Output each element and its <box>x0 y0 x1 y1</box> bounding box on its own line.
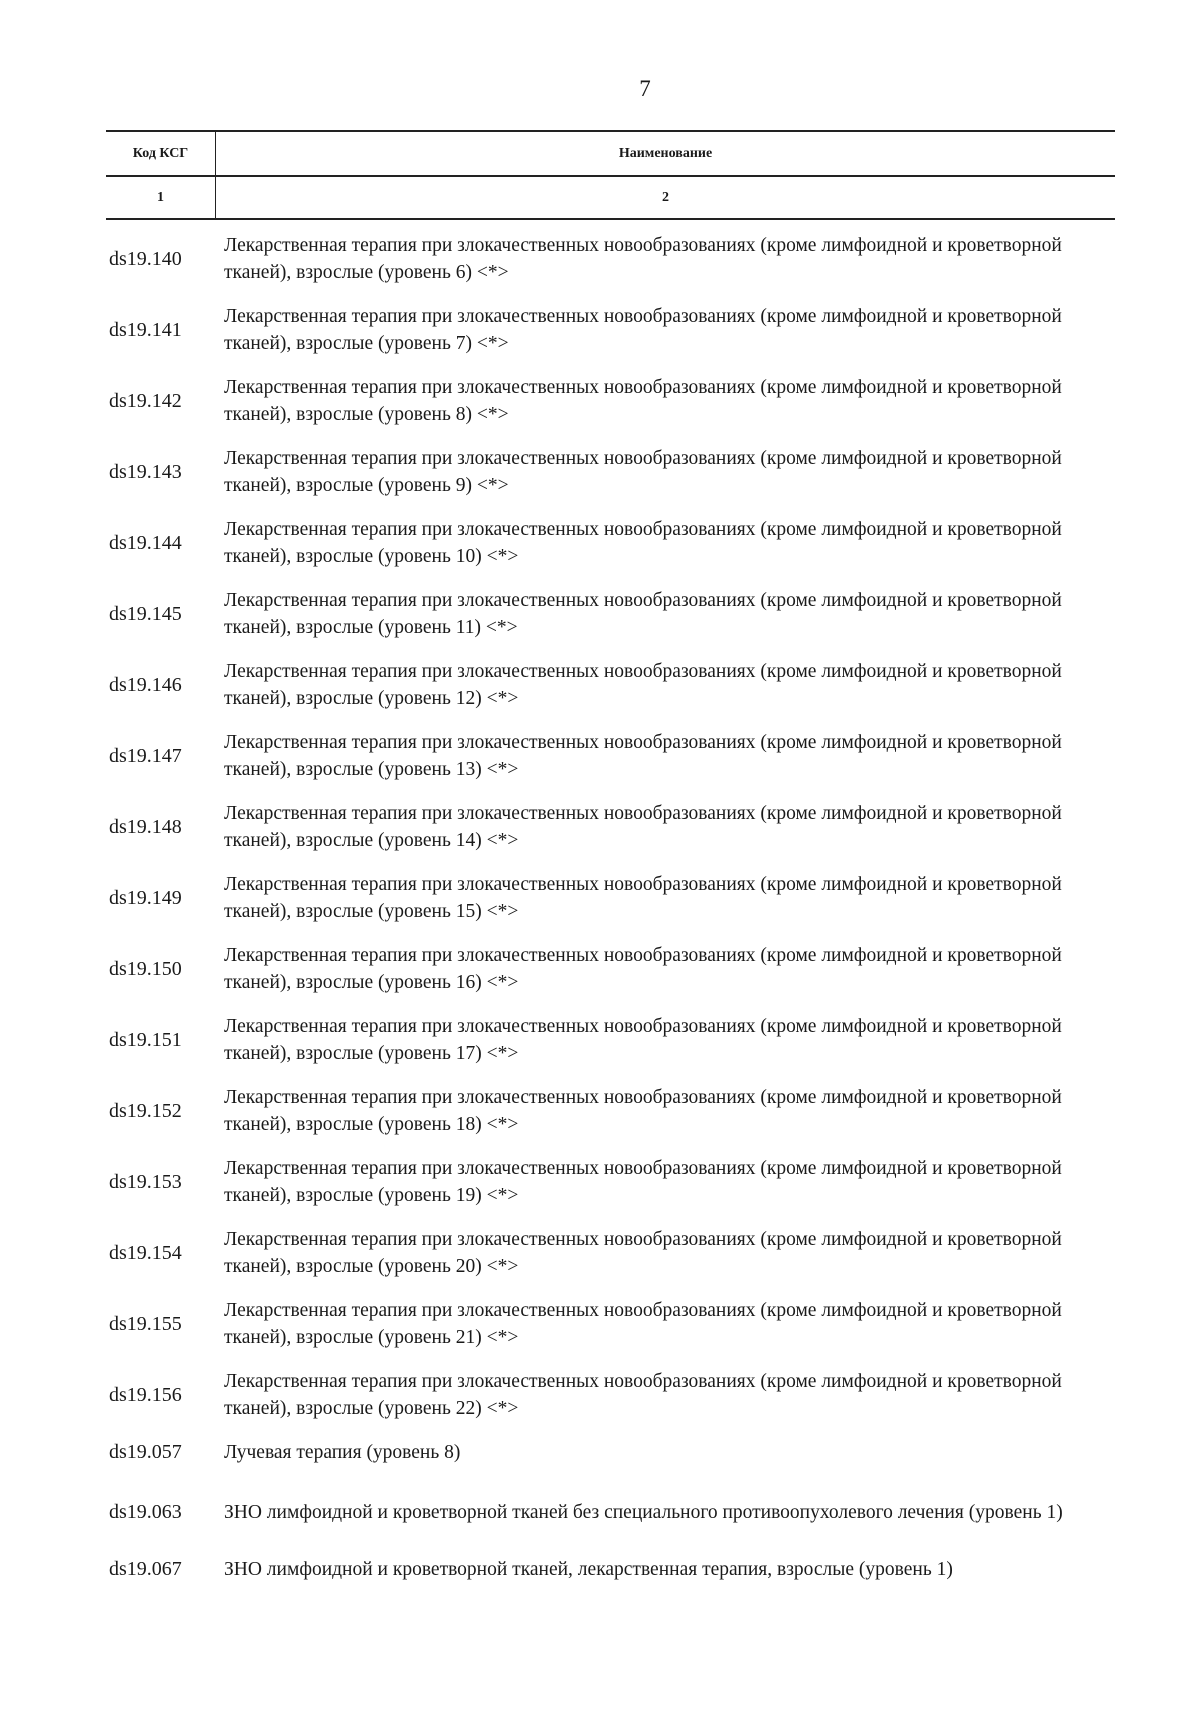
table-row <box>106 1296 1115 1352</box>
ksg-name: Лучевая терапия (уровень 8) <box>224 1441 461 1463</box>
table-row <box>106 373 1115 429</box>
ksg-name: Лекарственная терапия при злокачественных новообразованиях (кроме лимфоидной и кроветворной тканей), взрослые (уровень 20) <*> <box>224 1229 1062 1277</box>
ksg-code: ds19.147 <box>109 744 182 767</box>
ksg-name: Лекарственная терапия при злокачественных новообразованиях (кроме лимфоидной и кроветворной тканей), взрослые (уровень 12) <*> <box>224 661 1062 709</box>
ksg-code: ds19.146 <box>109 673 182 696</box>
ksg-name: Лекарственная терапия при злокачественных новообразованиях (кроме лимфоидной и кроветворной тканей), взрослые (уровень 9) <*> <box>224 448 1062 496</box>
table-row <box>106 941 1115 997</box>
table-row <box>106 515 1115 571</box>
table-row <box>106 1367 1115 1423</box>
ksg-code: ds19.140 <box>109 247 182 270</box>
ksg-name: ЗНО лимфоидной и кроветворной тканей без специального противоопухолевого лечения (уровень 1) <box>224 1501 1063 1523</box>
header-code: Код КСГ <box>106 132 216 175</box>
ksg-code: ds19.154 <box>109 1241 182 1264</box>
ksg-name: Лекарственная терапия при злокачественных новообразованиях (кроме лимфоидной и кроветворной тканей), взрослые (уровень 10) <*> <box>224 519 1062 567</box>
table-row <box>106 870 1115 926</box>
table-row <box>106 657 1115 713</box>
table-row <box>106 231 1115 287</box>
ksg-code: ds19.145 <box>109 602 182 625</box>
ksg-table <box>106 130 1115 1601</box>
header-number-1: 1 <box>106 177 216 218</box>
ksg-code: ds19.057 <box>109 1440 182 1463</box>
ksg-code: ds19.144 <box>109 531 182 554</box>
header-name: Наименование <box>618 146 713 161</box>
table-row <box>106 1083 1115 1139</box>
ksg-name: Лекарственная терапия при злокачественных новообразованиях (кроме лимфоидной и кроветворной тканей), взрослые (уровень 14) <*> <box>224 803 1062 851</box>
table-row <box>106 1154 1115 1210</box>
table-header-row <box>106 130 1115 175</box>
ksg-code: ds19.149 <box>109 886 182 909</box>
ksg-name: Лекарственная терапия при злокачественных новообразованиях (кроме лимфоидной и кроветворной тканей), взрослые (уровень 16) <*> <box>224 945 1062 993</box>
ksg-name: Лекарственная терапия при злокачественных новообразованиях (кроме лимфоидной и кроветворной тканей), взрослые (уровень 17) <*> <box>224 1016 1062 1064</box>
ksg-name: Лекарственная терапия при злокачественных новообразованиях (кроме лимфоидной и кроветворной тканей), взрослые (уровень 13) <*> <box>224 732 1062 780</box>
ksg-code: ds19.151 <box>109 1028 182 1051</box>
ksg-name: Лекарственная терапия при злокачественных новообразованиях (кроме лимфоидной и кроветворной тканей), взрослые (уровень 6) <*> <box>224 235 1062 283</box>
ksg-name: Лекарственная терапия при злокачественных новообразованиях (кроме лимфоидной и кроветворной тканей), взрослые (уровень 21) <*> <box>224 1300 1062 1348</box>
table-body <box>106 220 1115 1583</box>
ksg-name: Лекарственная терапия при злокачественных новообразованиях (кроме лимфоидной и кроветворной тканей), взрослые (уровень 11) <*> <box>224 590 1062 638</box>
ksg-name: Лекарственная терапия при злокачественных новообразованиях (кроме лимфоидной и кроветворной тканей), взрослые (уровень 15) <*> <box>224 874 1062 922</box>
table-row <box>106 586 1115 642</box>
ksg-code: ds19.152 <box>109 1099 182 1122</box>
table-row <box>106 1012 1115 1068</box>
ksg-code: ds19.141 <box>109 318 182 341</box>
header-number-2: 2 <box>662 190 669 205</box>
ksg-code: ds19.155 <box>109 1312 182 1335</box>
table-column-numbers-row <box>106 175 1115 220</box>
table-row <box>106 799 1115 855</box>
table-row <box>106 1438 1115 1466</box>
ksg-name: Лекарственная терапия при злокачественных новообразованиях (кроме лимфоидной и кроветворной тканей), взрослые (уровень 7) <*> <box>224 306 1062 354</box>
ksg-code: ds19.150 <box>109 957 182 980</box>
ksg-name: Лекарственная терапия при злокачественных новообразованиях (кроме лимфоидной и кроветворной тканей), взрослые (уровень 8) <*> <box>224 377 1062 425</box>
ksg-code: ds19.148 <box>109 815 182 838</box>
ksg-name: Лекарственная терапия при злокачественных новообразованиях (кроме лимфоидной и кроветворной тканей), взрослые (уровень 22) <*> <box>224 1371 1062 1419</box>
table-row <box>106 444 1115 500</box>
ksg-code: ds19.153 <box>109 1170 182 1193</box>
page-number: 7 <box>639 76 651 101</box>
table-row <box>106 1555 1115 1583</box>
table-row <box>106 302 1115 358</box>
ksg-name: Лекарственная терапия при злокачественных новообразованиях (кроме лимфоидной и кроветворной тканей), взрослые (уровень 18) <*> <box>224 1087 1062 1135</box>
ksg-name: ЗНО лимфоидной и кроветворной тканей, лекарственная терапия, взрослые (уровень 1) <box>224 1558 953 1580</box>
ksg-code: ds19.143 <box>109 460 182 483</box>
ksg-code: ds19.156 <box>109 1383 182 1406</box>
ksg-code: ds19.142 <box>109 389 182 412</box>
ksg-code: ds19.067 <box>109 1557 182 1580</box>
ksg-code: ds19.063 <box>109 1500 182 1523</box>
table-row <box>106 1225 1115 1281</box>
table-row <box>106 728 1115 784</box>
ksg-name: Лекарственная терапия при злокачественных новообразованиях (кроме лимфоидной и кроветворной тканей), взрослые (уровень 19) <*> <box>224 1158 1062 1206</box>
table-row <box>106 1484 1115 1540</box>
